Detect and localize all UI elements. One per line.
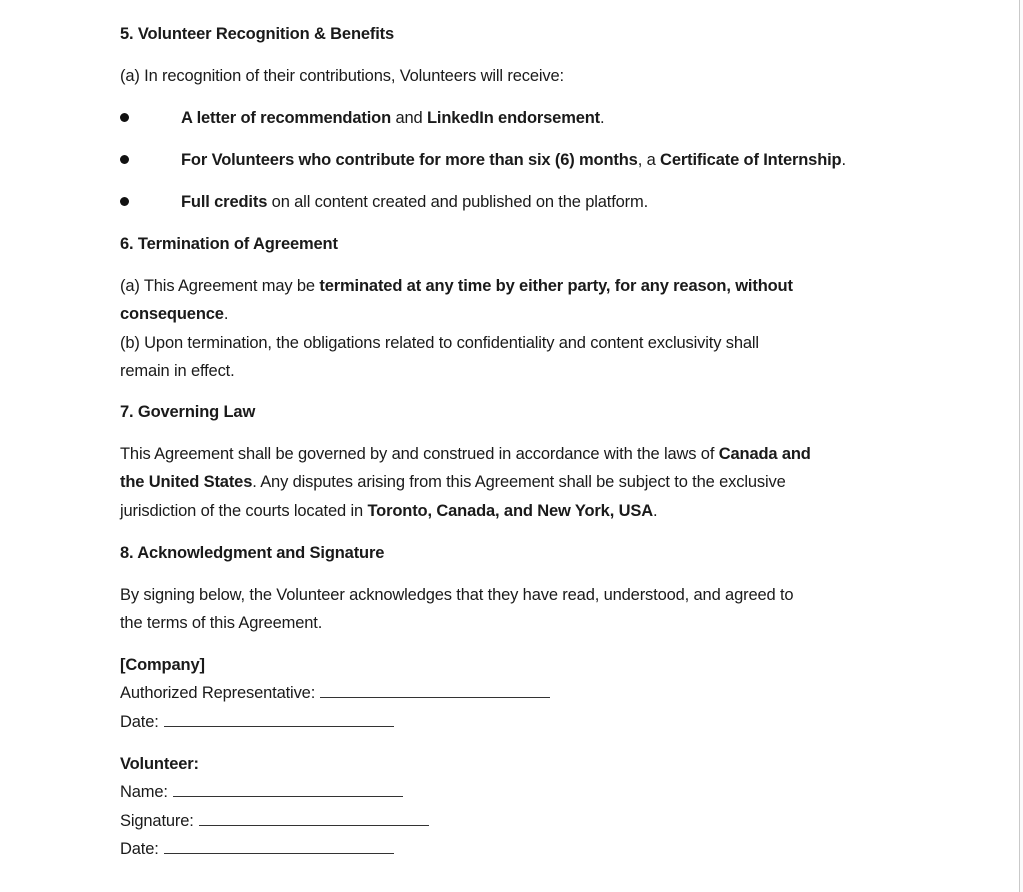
bullet-2-part-3: Certificate of Internship bbox=[660, 151, 842, 169]
volunteer-date-label: Date: bbox=[120, 840, 159, 858]
section-6-a-line-1 bbox=[120, 276, 793, 296]
bullet-1-part-3: LinkedIn endorsement bbox=[426, 109, 601, 127]
company-title: [Company] bbox=[120, 656, 205, 674]
bullet-1-part-2: and bbox=[391, 109, 427, 127]
section-7-heading: 7. Governing Law bbox=[120, 403, 256, 421]
section-8-line-1: By signing below, the Volunteer acknowledges that they have read, understood, and agreed to bbox=[120, 586, 794, 604]
section-7-l3-prefix: jurisdiction of the courts located in bbox=[120, 502, 368, 520]
section-6-a-bold: terminated at any time by either party, for any reason, without bbox=[319, 277, 793, 295]
bullet-2-part-1: For Volunteers who contribute for more than six (6) months bbox=[181, 151, 638, 169]
bullet-2-part-2: , a bbox=[637, 151, 661, 169]
section-7-l2-rest: . Any disputes arising from this Agreement shall be subject to the exclusive bbox=[252, 473, 786, 491]
section-6-a-bold-cont: consequence bbox=[120, 305, 224, 323]
bullet-3-part-1: Full credits bbox=[181, 193, 268, 211]
volunteer-name-label: Name: bbox=[120, 783, 168, 801]
section-5-heading: 5. Volunteer Recognition & Benefits bbox=[120, 25, 395, 43]
bullet-icon bbox=[120, 113, 129, 122]
volunteer-signature-label: Signature: bbox=[120, 812, 194, 830]
volunteer-date-row bbox=[120, 839, 394, 859]
company-date-label: Date: bbox=[120, 713, 159, 731]
section-7-l1-prefix: This Agreement shall be governed by and construed in accordance with the laws of bbox=[120, 445, 719, 463]
bullet-item-1 bbox=[181, 108, 604, 128]
section-8-heading: 8. Acknowledgment and Signature bbox=[120, 544, 385, 562]
section-6-a-prefix: (a) This Agreement may be bbox=[120, 277, 320, 295]
section-7-line-2 bbox=[120, 472, 786, 492]
section-8-line-2: the terms of this Agreement. bbox=[120, 614, 323, 632]
section-7-l3-bold: Toronto, Canada, and New York, USA bbox=[367, 502, 653, 520]
section-6-heading: 6. Termination of Agreement bbox=[120, 235, 338, 253]
bullet-item-2 bbox=[181, 150, 846, 170]
bullet-1-part-1: A letter of recommendation bbox=[181, 109, 392, 127]
volunteer-name-line[interactable] bbox=[173, 782, 403, 797]
volunteer-date-line[interactable] bbox=[164, 839, 394, 854]
section-5-intro: (a) In recognition of their contributions, Volunteers will receive: bbox=[120, 67, 564, 85]
company-date-row bbox=[120, 712, 394, 732]
section-6-b-line-1: (b) Upon termination, the obligations related to confidentiality and content exclusivity shall bbox=[120, 334, 759, 352]
section-6-a-line-2 bbox=[120, 304, 228, 324]
authorized-rep-signature-line[interactable] bbox=[320, 683, 550, 698]
section-7-line-3 bbox=[120, 501, 657, 521]
bullet-2-part-4: . bbox=[841, 151, 846, 169]
bullet-item-3 bbox=[181, 192, 648, 212]
section-7-l3-end: . bbox=[652, 502, 658, 520]
bullet-icon bbox=[120, 197, 129, 206]
bullet-icon bbox=[120, 155, 129, 164]
volunteer-name-row bbox=[120, 782, 403, 802]
bullet-1-part-4: . bbox=[600, 109, 605, 127]
bullet-3-part-2: on all content created and published on the platform. bbox=[267, 193, 649, 211]
section-6-b-line-2: remain in effect. bbox=[120, 362, 235, 380]
volunteer-signature-line[interactable] bbox=[199, 811, 429, 826]
company-date-line[interactable] bbox=[164, 712, 394, 727]
authorized-rep-row bbox=[120, 683, 550, 703]
section-6-a-end: . bbox=[223, 305, 229, 323]
volunteer-signature-row bbox=[120, 811, 429, 831]
section-7-l1-bold: Canada and bbox=[718, 445, 811, 463]
authorized-rep-label: Authorized Representative: bbox=[120, 684, 316, 702]
section-7-line-1 bbox=[120, 444, 811, 464]
section-7-l2-bold: the United States bbox=[120, 473, 253, 491]
volunteer-title: Volunteer: bbox=[120, 755, 199, 773]
page-edge-divider bbox=[1019, 0, 1023, 892]
